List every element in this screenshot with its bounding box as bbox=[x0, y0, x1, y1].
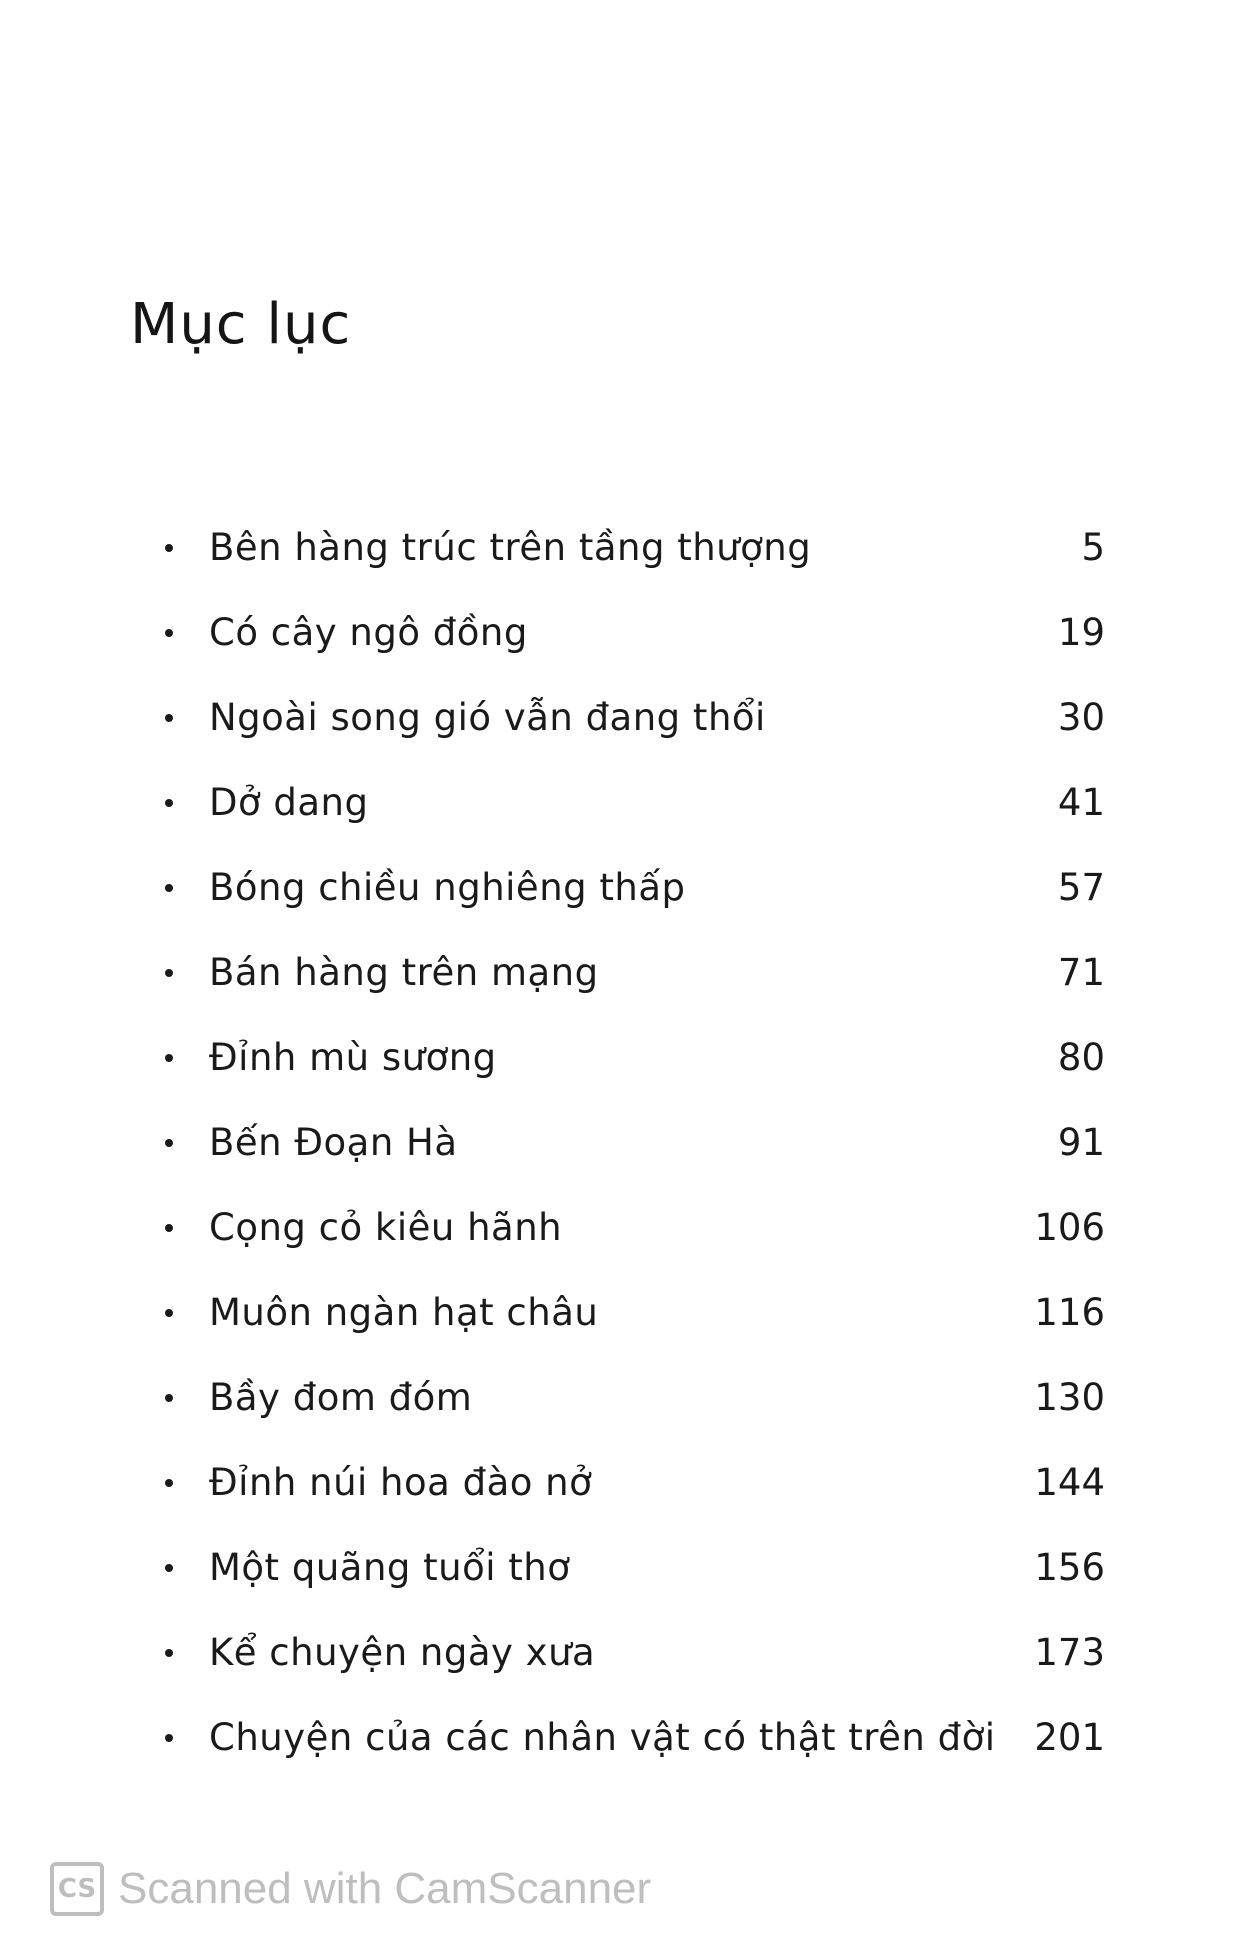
toc-entry-title: Kể chuyện ngày xưa bbox=[209, 1631, 596, 1674]
toc-entry bbox=[165, 1440, 1105, 1525]
toc-entry-page: 80 bbox=[1057, 1036, 1105, 1079]
bullet-icon bbox=[165, 1224, 173, 1232]
toc-entry-page: 116 bbox=[1034, 1291, 1105, 1334]
toc-entry bbox=[165, 760, 1105, 845]
page-title: Mục lục bbox=[130, 292, 352, 357]
toc-entry-page: 106 bbox=[1034, 1206, 1105, 1249]
toc-entry-title: Chuyện của các nhân vật có thật trên đời bbox=[209, 1716, 996, 1759]
toc-entry bbox=[165, 1525, 1105, 1610]
toc-entry-page: 91 bbox=[1057, 1121, 1105, 1164]
toc-entry-page: 173 bbox=[1034, 1631, 1105, 1674]
toc-entry-title: Ngoài song gió vẫn đang thổi bbox=[209, 696, 766, 739]
toc-entry bbox=[165, 1355, 1105, 1440]
toc-entry-title: Dở dang bbox=[209, 781, 369, 824]
toc-entry-title: Bầy đom đóm bbox=[209, 1376, 473, 1419]
bullet-icon bbox=[165, 1734, 173, 1742]
toc-entry bbox=[165, 590, 1105, 675]
toc-entry-title: Một quãng tuổi thơ bbox=[209, 1546, 571, 1589]
bullet-icon bbox=[165, 1479, 173, 1487]
toc-entry-page: 57 bbox=[1057, 866, 1105, 909]
toc-entry bbox=[165, 505, 1105, 590]
toc-entry-page: 144 bbox=[1034, 1461, 1105, 1504]
toc-entry-page: 71 bbox=[1057, 951, 1105, 994]
toc-entry-page: 5 bbox=[1081, 526, 1105, 569]
toc-entry bbox=[165, 1100, 1105, 1185]
toc-entry bbox=[165, 1270, 1105, 1355]
toc-entry-title: Muôn ngàn hạt châu bbox=[209, 1291, 599, 1334]
bullet-icon bbox=[165, 969, 173, 977]
bullet-icon bbox=[165, 1394, 173, 1402]
toc-entry-page: 41 bbox=[1057, 781, 1105, 824]
bullet-icon bbox=[165, 1649, 173, 1657]
bullet-icon bbox=[165, 1564, 173, 1572]
toc-entry bbox=[165, 675, 1105, 760]
bullet-icon bbox=[165, 1139, 173, 1147]
toc-entry-title: Đỉnh núi hoa đào nở bbox=[209, 1461, 593, 1504]
toc-entry-page: 30 bbox=[1057, 696, 1105, 739]
watermark-text: Scanned with CamScanner bbox=[118, 1864, 652, 1913]
toc-entry-title: Cọng cỏ kiêu hãnh bbox=[209, 1206, 563, 1249]
camscanner-watermark bbox=[50, 1862, 651, 1916]
toc-entry bbox=[165, 845, 1105, 930]
toc-entry bbox=[165, 1185, 1105, 1270]
bullet-icon bbox=[165, 714, 173, 722]
bullet-icon bbox=[165, 799, 173, 807]
toc-entry bbox=[165, 1610, 1105, 1695]
toc-entry-page: 156 bbox=[1034, 1546, 1105, 1589]
toc-entry bbox=[165, 1015, 1105, 1100]
bullet-icon bbox=[165, 629, 173, 637]
toc-entry-page: 130 bbox=[1034, 1376, 1105, 1419]
bullet-icon bbox=[165, 1054, 173, 1062]
camscanner-logo-icon: CS bbox=[50, 1862, 104, 1916]
toc-entry-title: Đỉnh mù sương bbox=[209, 1036, 497, 1079]
toc-entry-title: Bến Đoạn Hà bbox=[209, 1121, 458, 1164]
toc-entry-page: 19 bbox=[1057, 611, 1105, 654]
toc-entry bbox=[165, 930, 1105, 1015]
table-of-contents bbox=[165, 505, 1105, 1780]
bullet-icon bbox=[165, 1309, 173, 1317]
bullet-icon bbox=[165, 884, 173, 892]
toc-entry-page: 201 bbox=[1034, 1716, 1105, 1759]
toc-entry-title: Có cây ngô đồng bbox=[209, 611, 528, 654]
toc-entry bbox=[165, 1695, 1105, 1780]
toc-entry-title: Bên hàng trúc trên tầng thượng bbox=[209, 526, 812, 569]
toc-entry-title: Bán hàng trên mạng bbox=[209, 951, 599, 994]
bullet-icon bbox=[165, 544, 173, 552]
toc-entry-title: Bóng chiều nghiêng thấp bbox=[209, 866, 686, 909]
